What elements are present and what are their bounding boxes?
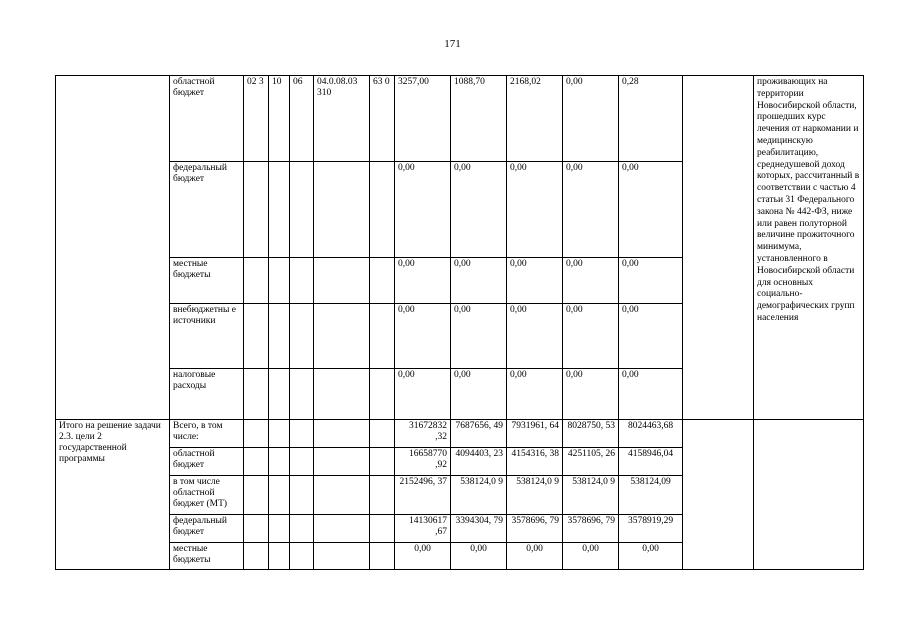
source-cell: местные бюджеты: [170, 543, 244, 570]
code-cell: 63 0: [370, 76, 395, 162]
code-cell: [269, 448, 290, 476]
value-cell: 7687656, 49: [451, 420, 507, 448]
value-cell: 0,00: [451, 369, 507, 420]
description-cell: проживающих на территории Новосибирской области, прошедших курс лечения от наркомании и медицинскую реабилитацию, среднедушевой доход которых, рассчитанный в соответствии с частью 4 статьи 31 Федерального закона № 442-ФЗ, ниже или равен полуторной величине прожиточного минимума, установленного в Новосибирской области для основных социально-демографических групп населения: [754, 76, 864, 420]
source-cell: налоговые расходы: [170, 369, 244, 420]
value-cell: 0,00: [619, 304, 683, 369]
value-cell: 14130617 ,67: [395, 515, 451, 543]
code-cell: 06: [290, 76, 314, 162]
code-cell: [290, 476, 314, 515]
value-cell: 0,00: [395, 162, 451, 258]
code-cell: [269, 258, 290, 304]
value-cell: 0,00: [563, 304, 619, 369]
source-cell: в том числе областной бюджет (МТ): [170, 476, 244, 515]
value-cell: 7931961, 64: [507, 420, 563, 448]
value-cell: 0,00: [451, 304, 507, 369]
value-cell: 538124,0 9: [563, 476, 619, 515]
value-cell: 0,00: [507, 543, 563, 570]
code-cell: [370, 304, 395, 369]
table-row: [56, 76, 864, 162]
code-cell: [370, 420, 395, 448]
value-cell: 1088,70: [451, 76, 507, 162]
budget-table: [55, 75, 864, 570]
value-cell: 0,00: [563, 258, 619, 304]
source-cell: внебюджетны е источники: [170, 304, 244, 369]
source-cell: Всего, в том числе:: [170, 420, 244, 448]
value-cell: 0,00: [507, 162, 563, 258]
value-cell: 0,00: [563, 543, 619, 570]
code-cell: [244, 420, 269, 448]
source-cell: областной бюджет: [170, 76, 244, 162]
code-cell: [269, 420, 290, 448]
code-cell: [244, 543, 269, 570]
code-cell: 10: [269, 76, 290, 162]
code-cell: [314, 369, 370, 420]
code-cell: [314, 162, 370, 258]
value-cell: 0,00: [395, 543, 451, 570]
code-cell: [290, 420, 314, 448]
table-row: [56, 420, 864, 448]
code-cell: [314, 304, 370, 369]
code-cell: [314, 448, 370, 476]
value-cell: 0,00: [395, 258, 451, 304]
code-cell: [314, 420, 370, 448]
code-cell: [269, 543, 290, 570]
value-cell: 4158946,04: [619, 448, 683, 476]
value-cell: 8024463,68: [619, 420, 683, 448]
value-cell: 538124,09: [619, 476, 683, 515]
value-cell: 4251105, 26: [563, 448, 619, 476]
code-cell: [370, 369, 395, 420]
task-cell-empty: [56, 76, 170, 420]
page-number: 171: [444, 38, 461, 50]
code-cell: [290, 304, 314, 369]
total-label-cell: Итого на решение задачи 2.3. цели 2 государственной программы: [56, 420, 170, 570]
value-cell: 3578919,29: [619, 515, 683, 543]
code-cell: [290, 448, 314, 476]
value-cell: 538124,0 9: [451, 476, 507, 515]
code-cell: [314, 515, 370, 543]
value-cell: 4154316, 38: [507, 448, 563, 476]
code-cell: [244, 304, 269, 369]
code-cell: [370, 258, 395, 304]
empty-cell: [683, 420, 754, 570]
value-cell: 16658770 ,92: [395, 448, 451, 476]
code-cell: [370, 515, 395, 543]
value-cell: 0,28: [619, 76, 683, 162]
code-cell: [290, 369, 314, 420]
code-cell: [269, 304, 290, 369]
code-cell: [290, 543, 314, 570]
value-cell: 0,00: [563, 369, 619, 420]
code-cell: [370, 162, 395, 258]
source-cell: областной бюджет: [170, 448, 244, 476]
value-cell: 0,00: [563, 76, 619, 162]
code-cell: [269, 162, 290, 258]
value-cell: 8028750, 53: [563, 420, 619, 448]
value-cell: 4094403, 23: [451, 448, 507, 476]
value-cell: 0,00: [507, 369, 563, 420]
code-cell: [244, 369, 269, 420]
code-cell: [269, 476, 290, 515]
value-cell: 0,00: [619, 369, 683, 420]
code-cell: [269, 515, 290, 543]
code-cell: [370, 476, 395, 515]
value-cell: 2152496, 37: [395, 476, 451, 515]
empty-cell: [683, 76, 754, 420]
value-cell: 3578696, 79: [507, 515, 563, 543]
value-cell: 31672832 ,32: [395, 420, 451, 448]
value-cell: 0,00: [395, 304, 451, 369]
value-cell: 0,00: [451, 162, 507, 258]
code-cell: [244, 258, 269, 304]
value-cell: 0,00: [619, 258, 683, 304]
value-cell: 538124,0 9: [507, 476, 563, 515]
value-cell: 0,00: [619, 162, 683, 258]
source-cell: федеральный бюджет: [170, 162, 244, 258]
value-cell: 0,00: [563, 162, 619, 258]
value-cell: 0,00: [507, 258, 563, 304]
code-cell: [314, 476, 370, 515]
value-cell: 3257,00: [395, 76, 451, 162]
value-cell: 0,00: [451, 543, 507, 570]
code-cell: 02 3: [244, 76, 269, 162]
code-cell: [314, 258, 370, 304]
source-cell: федеральный бюджет: [170, 515, 244, 543]
value-cell: 0,00: [451, 258, 507, 304]
source-cell: местные бюджеты: [170, 258, 244, 304]
value-cell: 0,00: [507, 304, 563, 369]
code-cell: [290, 162, 314, 258]
value-cell: 0,00: [619, 543, 683, 570]
empty-cell: [754, 420, 864, 570]
code-cell: [244, 515, 269, 543]
code-cell: [244, 162, 269, 258]
code-cell: [370, 448, 395, 476]
code-cell: 04.0.08.03 310: [314, 76, 370, 162]
code-cell: [314, 543, 370, 570]
value-cell: 0,00: [395, 369, 451, 420]
value-cell: 2168,02: [507, 76, 563, 162]
code-cell: [244, 476, 269, 515]
code-cell: [290, 258, 314, 304]
code-cell: [244, 448, 269, 476]
code-cell: [290, 515, 314, 543]
value-cell: 3394304, 79: [451, 515, 507, 543]
code-cell: [370, 543, 395, 570]
code-cell: [269, 369, 290, 420]
value-cell: 3578696, 79: [563, 515, 619, 543]
